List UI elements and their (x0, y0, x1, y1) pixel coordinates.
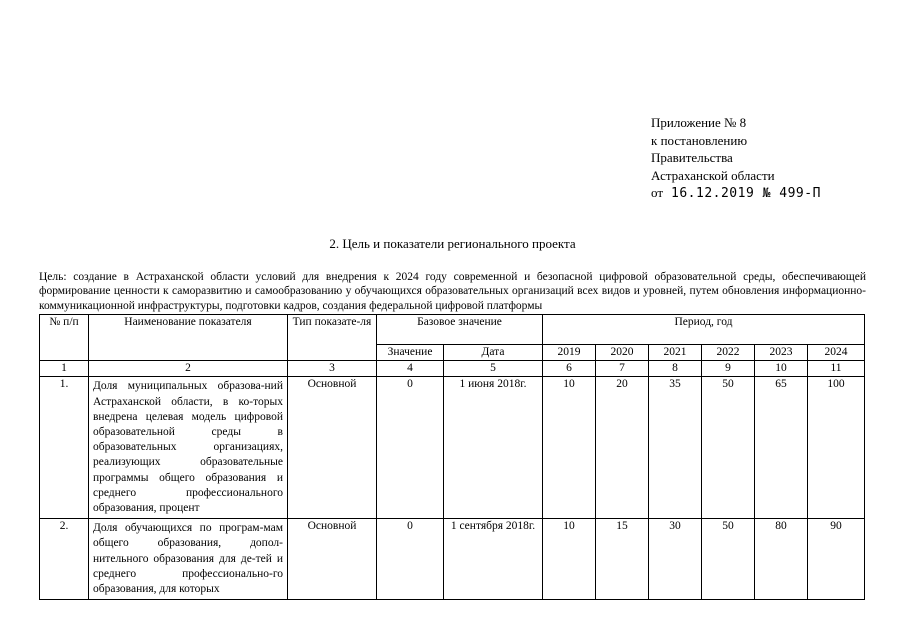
table-row (40, 519, 865, 600)
column-number: 1 (40, 361, 89, 377)
header-type: Тип показате-ля (288, 315, 377, 361)
header-base: Базовое значение (377, 315, 543, 345)
header-num: № п/п (40, 315, 89, 361)
appendix-line-1: Приложение № 8 (651, 115, 747, 130)
table-row (40, 377, 865, 519)
row-year-value: 80 (755, 519, 808, 600)
column-number: 7 (596, 361, 649, 377)
header-year: 2024 (808, 345, 865, 361)
appendix-date-line (651, 184, 821, 203)
row-year-value: 10 (543, 377, 596, 519)
row-year-value: 50 (702, 377, 755, 519)
row-base-date: 1 июня 2018г. (444, 377, 543, 519)
appendix-line-4: Астраханской области (651, 167, 775, 183)
row-base-value: 0 (377, 377, 444, 519)
row-base-value: 0 (377, 519, 444, 600)
row-indicator-name: Доля обучающихся по програм-мам общего образования, допол-нительного образования для де-тей и среднего профессионально-го образования, для которых (89, 519, 288, 600)
goal-text: Цель: создание в Астраханской области условий для внедрения к 2024 году современной и безопасной цифровой образовательной среды, обеспечивающей формирование ценности к саморазвитию и самообразованию у обучающихся образовательных организаций всех видов и уровней, путем обновления информационно-коммуникационной инфраструктуры, подготовки кадров, создания федеральной цифровой платформы (39, 271, 866, 312)
row-year-value: 30 (649, 519, 702, 600)
row-year-value: 50 (702, 519, 755, 600)
header-period: Период, год (543, 315, 865, 345)
appendix-line-3: Правительства (651, 150, 733, 165)
column-number: 10 (755, 361, 808, 377)
row-year-value: 100 (808, 377, 865, 519)
row-year-value: 65 (755, 377, 808, 519)
column-number: 8 (649, 361, 702, 377)
column-number-row (40, 361, 865, 377)
resolution-date-number: 16.12.2019 № 499-П (671, 186, 821, 201)
indicators-table (39, 314, 865, 600)
header-date: Дата (444, 345, 543, 361)
header-year: 2020 (596, 345, 649, 361)
row-base-date: 1 сентября 2018г. (444, 519, 543, 600)
header-year: 2023 (755, 345, 808, 361)
column-number: 6 (543, 361, 596, 377)
appendix-line-2: к постановлению (651, 132, 748, 148)
column-number: 9 (702, 361, 755, 377)
header-year: 2022 (702, 345, 755, 361)
header-name: Наименование показателя (89, 315, 288, 361)
row-year-value: 35 (649, 377, 702, 519)
row-type: Основной (288, 519, 377, 600)
column-number: 2 (89, 361, 288, 377)
header-year: 2019 (543, 345, 596, 361)
row-year-value: 10 (543, 519, 596, 600)
column-number: 5 (444, 361, 543, 377)
row-type: Основной (288, 377, 377, 519)
column-number: 3 (288, 361, 377, 377)
header-year: 2021 (649, 345, 702, 361)
header-value: Значение (377, 345, 444, 361)
row-num: 1. (40, 377, 89, 519)
row-year-value: 90 (808, 519, 865, 600)
row-num: 2. (40, 519, 89, 600)
appendix-block (651, 114, 821, 203)
row-year-value: 15 (596, 519, 649, 600)
column-number: 4 (377, 361, 444, 377)
section-title: 2. Цель и показатели регионального проекта (329, 236, 576, 251)
column-number: 11 (808, 361, 865, 377)
date-prefix: от (651, 185, 664, 200)
header-row-1 (40, 315, 865, 345)
row-indicator-name: Доля муниципальных образова-ний Астраханской области, в ко-торых внедрена целевая модель цифровой образовательной среды в образовательных организациях, реализующих образовательные программы общего образования и среднего профессионального образования, процент (89, 377, 288, 519)
row-year-value: 20 (596, 377, 649, 519)
